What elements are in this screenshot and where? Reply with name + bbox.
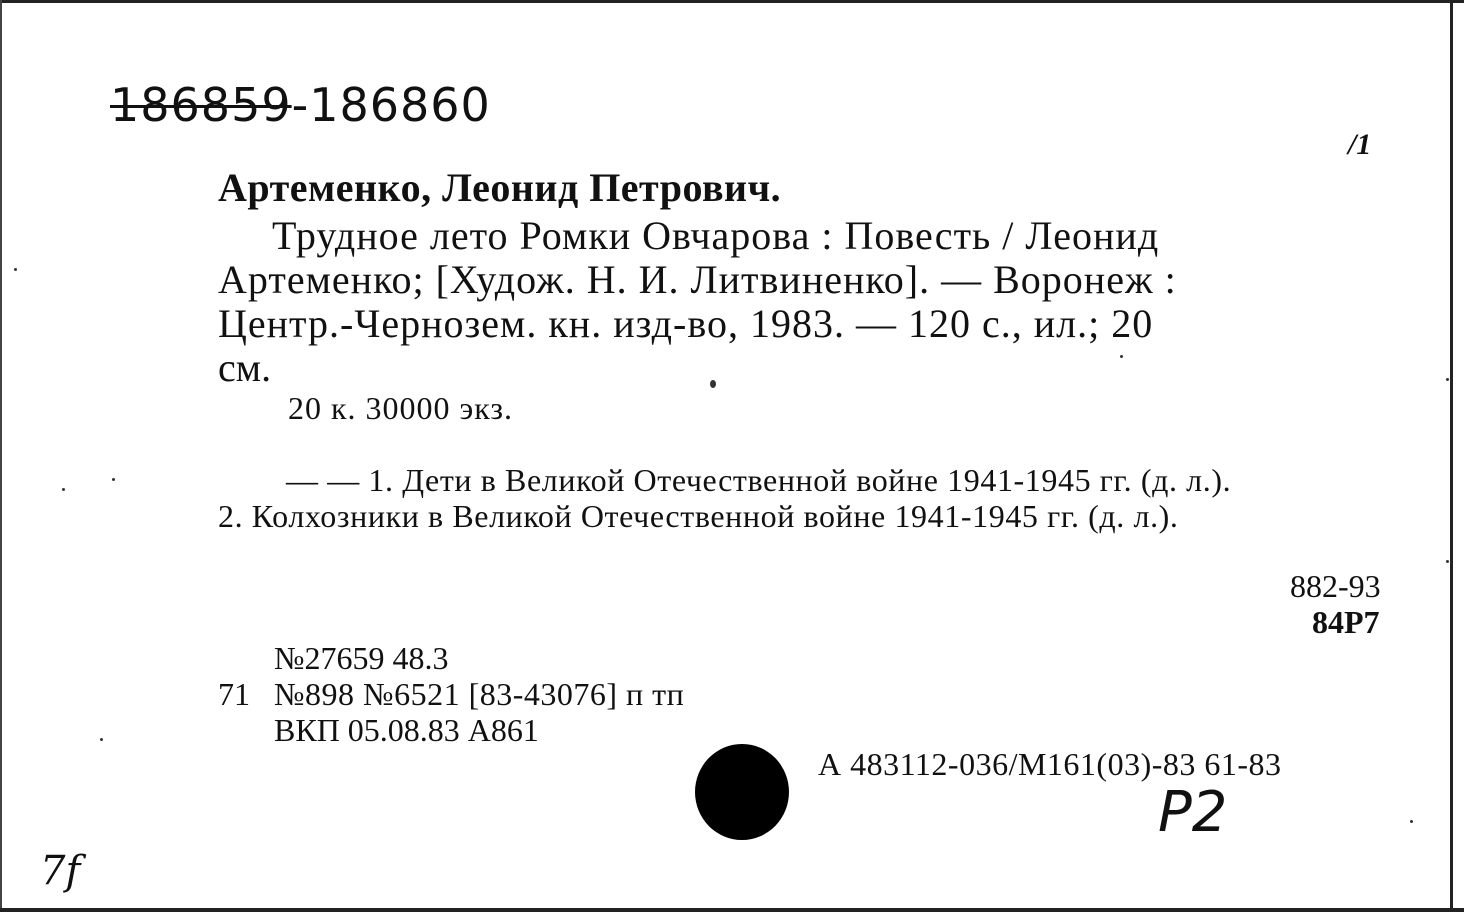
card-border-left [0, 0, 2, 912]
subject-line-2: 2. Колхозники в Великой Отечественной войне 1941-1945 гг. (д. л.). [218, 498, 1179, 534]
speck [1446, 560, 1449, 563]
speck [14, 268, 17, 271]
registry-line-3: ВКП 05.08.83 А861 [274, 712, 539, 748]
accession-current: 186860 [309, 78, 491, 132]
class-number-1: 882-93 [1290, 568, 1381, 604]
registry-line-1: №27659 48.3 [274, 640, 449, 676]
registry-line-2-prefix: 71 [218, 676, 250, 712]
accession-crossed: 186859 [110, 78, 292, 132]
card-border-right [1450, 0, 1453, 912]
code-line: А 483112-036/М161(03)-83 61-83 [818, 746, 1282, 782]
speck [112, 478, 115, 481]
speck [710, 380, 716, 388]
speck [1446, 378, 1449, 381]
card-border-bottom [0, 908, 1464, 912]
speck [1120, 355, 1123, 358]
price-print-run: 20 к. 30000 экз. [288, 390, 514, 426]
subject-line-1: — — 1. Дети в Великой Отечественной войне 1941-1945 гг. (д. л.). [286, 462, 1232, 498]
title-line-2: Артеменко; [Худож. Н. И. Литвиненко]. — Воронеж : [218, 257, 1177, 302]
corner-mark: /1 [1348, 128, 1372, 161]
speck [1410, 820, 1413, 823]
speck [62, 488, 65, 491]
registry-line-2: №898 №6521 [83-43076] п тп [274, 676, 685, 712]
punch-hole [695, 744, 789, 840]
class-number-2: 84Р7 [1312, 604, 1380, 640]
author-heading: Артеменко, Леонид Петрович. [218, 165, 782, 210]
card-border-top [0, 0, 1464, 3]
title-line-4: см. [218, 345, 272, 390]
title-line-3: Центр.-Чернозем. кн. изд-во, 1983. — 120 с., ил.; 20 [218, 301, 1154, 346]
speck [100, 738, 103, 741]
accession-number [110, 78, 491, 132]
title-line-1: Трудное лето Ромки Овчарова : Повесть / Леонид [272, 213, 1160, 258]
accession-separator: - [291, 78, 310, 132]
handwritten-mark-left: 7f [40, 848, 81, 894]
handwritten-mark-right: Р2 [1158, 780, 1228, 845]
